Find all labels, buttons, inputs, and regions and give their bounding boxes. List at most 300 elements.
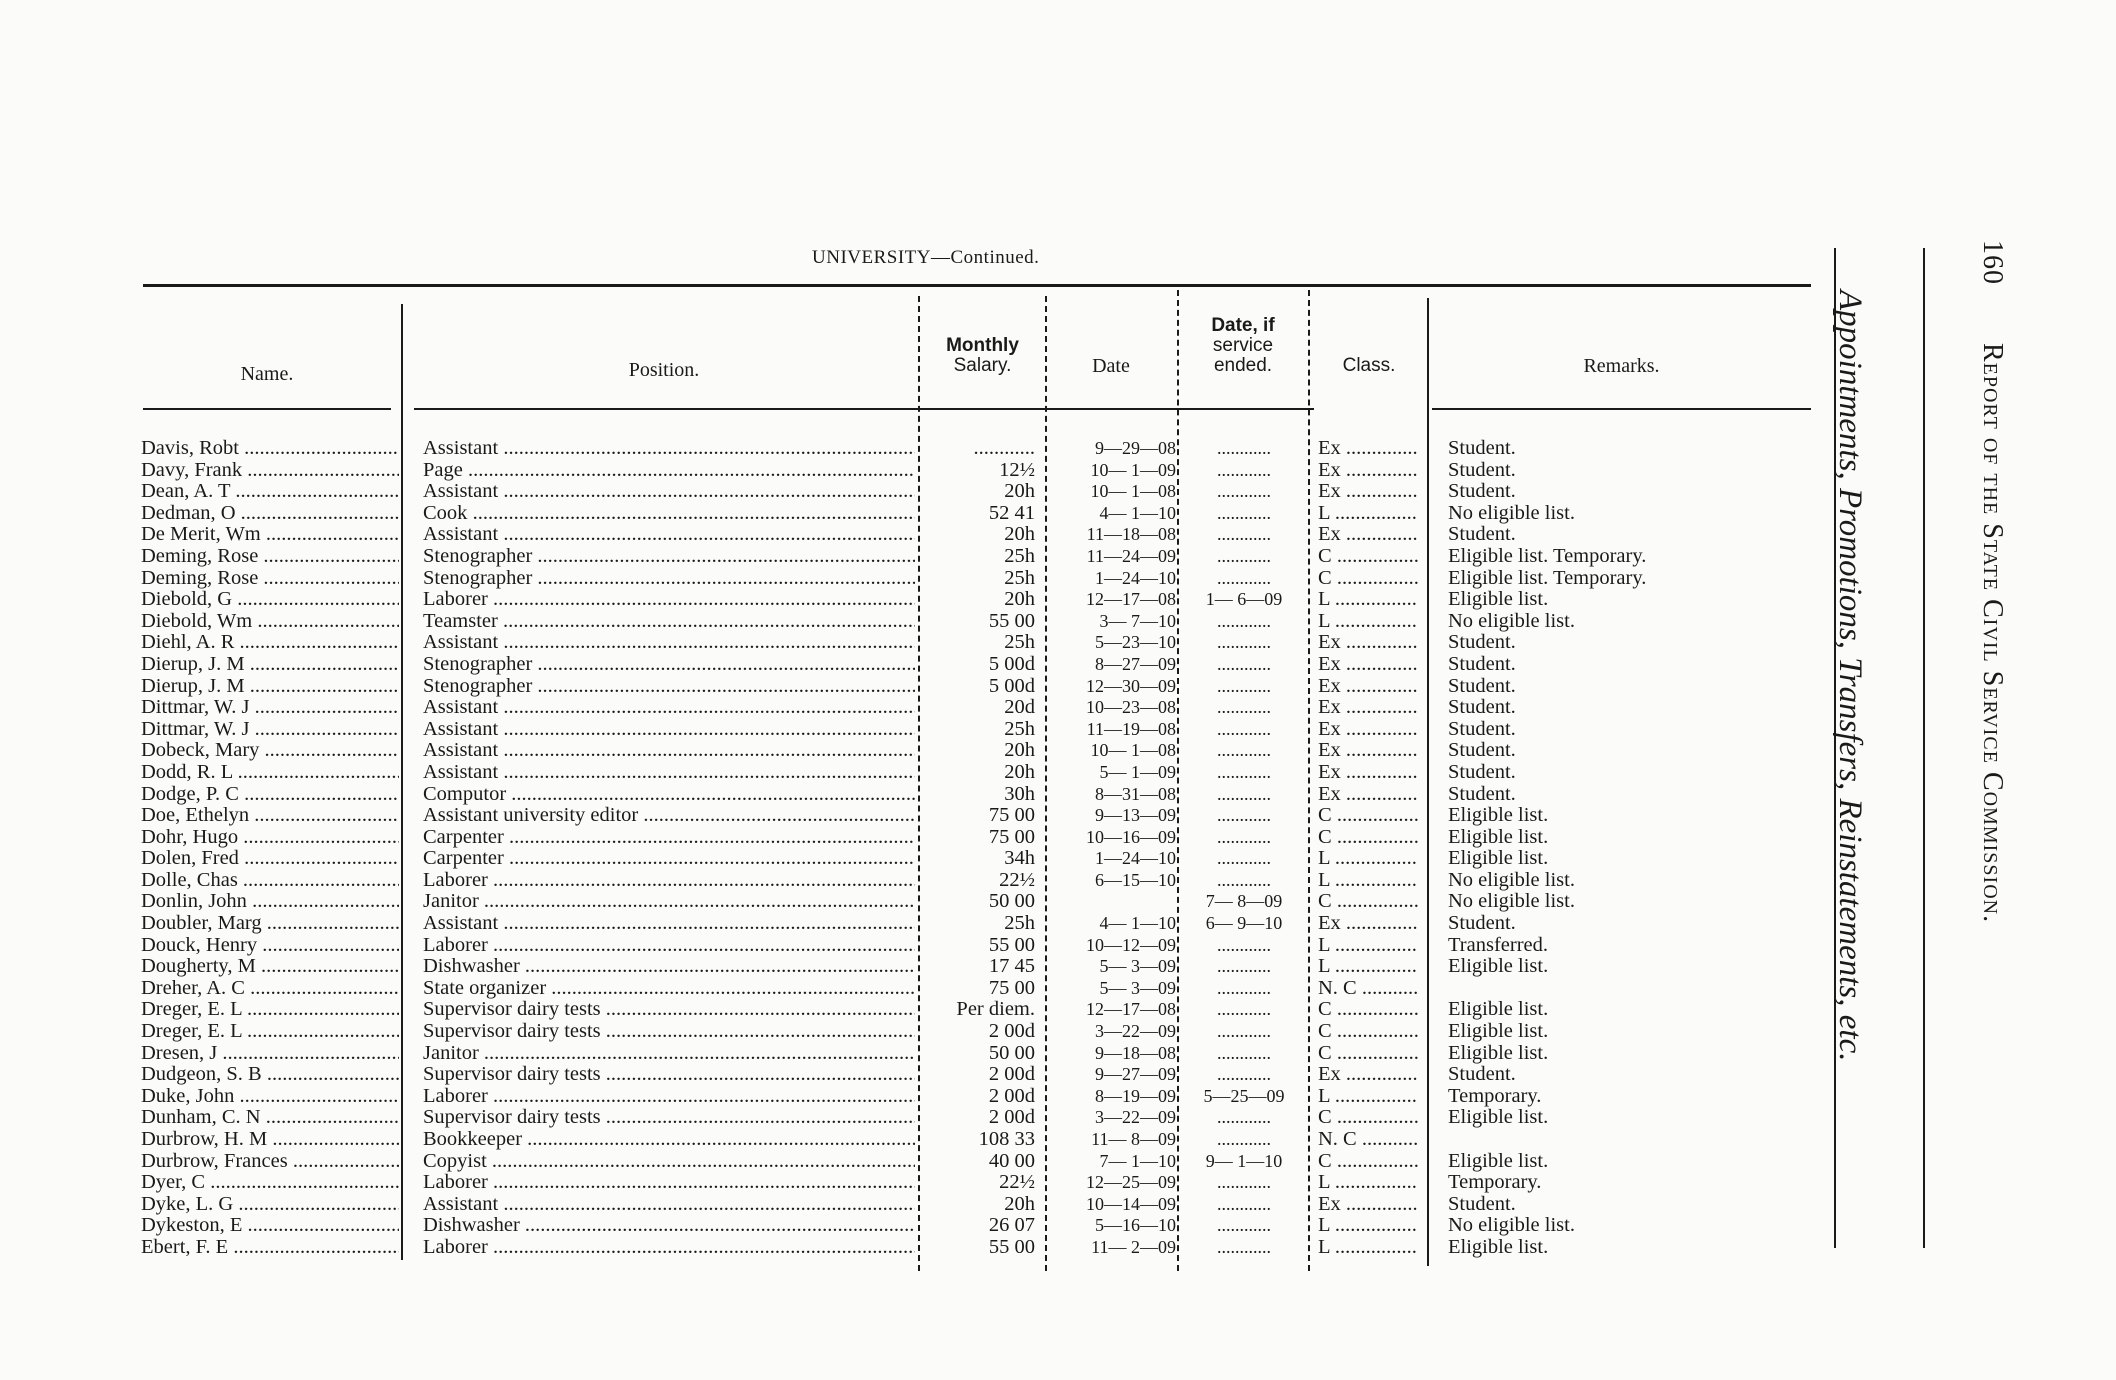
header-rule-remarks [1432, 408, 1811, 410]
cell-class: L ..... [1318, 503, 1418, 525]
cell-class: L ..... [1318, 935, 1418, 957]
cell-name: Dedman, O ..... [141, 503, 399, 525]
cell-class: Ex ..... [1318, 1064, 1418, 1086]
cell-position: Dishwasher ..... [423, 956, 915, 978]
cell-date: 11—18—08 [1086, 524, 1176, 545]
cell-date: 12—25—09 [1086, 1172, 1176, 1193]
table-row [0, 978, 1820, 1000]
cell-date: 10—23—08 [1086, 697, 1176, 718]
cell-class: N. C ..... [1318, 1129, 1418, 1151]
header-rule-name [143, 408, 391, 410]
cell-ended: ............ [1217, 1215, 1271, 1236]
cell-name: Dreher, A. C ..... [141, 978, 399, 1000]
cell-salary: 20h [1004, 1193, 1035, 1215]
cell-class: N. C ..... [1318, 978, 1418, 1000]
cell-remarks: Student. [1448, 524, 1516, 546]
cell-position: Carpenter ..... [423, 827, 915, 849]
cell-ended: ............ [1217, 524, 1271, 545]
header-remarks: Remarks. [1583, 355, 1660, 377]
cell-remarks: No eligible list. [1448, 869, 1575, 891]
header-position: Position. [628, 359, 700, 381]
cell-position: Assistant ..... [423, 524, 915, 546]
cell-class: L ..... [1318, 870, 1418, 892]
cell-class: L ..... [1318, 1237, 1418, 1259]
table-row [0, 740, 1820, 762]
cell-remarks: Student. [1448, 913, 1516, 935]
cell-date: 4— 1—10 [1099, 913, 1176, 934]
cell-position: State organizer ..... [423, 978, 915, 1000]
cell-name: Dodge, P. C ..... [141, 784, 399, 806]
table-row [0, 805, 1820, 827]
cell-remarks: Student. [1448, 783, 1516, 805]
cell-date: 3— 7—10 [1099, 610, 1176, 631]
header-ended-line3: ended. [1213, 355, 1273, 376]
cell-class: Ex ..... [1318, 481, 1418, 503]
cell-position: Computor ..... [423, 784, 915, 806]
cell-date: 7— 1—10 [1099, 1150, 1176, 1171]
cell-name: Deming, Rose ..... [141, 568, 399, 590]
cell-class: C ..... [1318, 1107, 1418, 1129]
cell-position: Supervisor dairy tests ..... [423, 1107, 915, 1129]
table-row [0, 891, 1820, 913]
cell-position: Stenographer ..... [423, 676, 915, 698]
cell-salary: 5 00d [988, 675, 1035, 697]
cell-position: Laborer ..... [423, 589, 915, 611]
table-row [0, 999, 1820, 1021]
cell-ended: ............ [1217, 805, 1271, 826]
cell-date: 9—27—09 [1095, 1064, 1176, 1085]
cell-name: Dreger, E. L ..... [141, 1021, 399, 1043]
cell-ended: ............ [1217, 438, 1271, 458]
table-row [0, 460, 1820, 482]
cell-position: Assistant ..... [423, 697, 915, 719]
cell-salary: 26 07 [988, 1215, 1035, 1237]
cell-ended: ............ [1217, 999, 1271, 1020]
table-row [0, 676, 1820, 698]
cell-ended: ............ [1217, 481, 1271, 502]
header-class: Class. [1342, 355, 1396, 376]
cell-remarks: Temporary. [1448, 1172, 1542, 1194]
header-name: Name. [240, 363, 294, 385]
cell-remarks: No eligible list. [1448, 610, 1575, 632]
cell-date: 1—24—10 [1095, 567, 1176, 588]
cell-name: Ebert, F. E ..... [141, 1237, 399, 1259]
cell-class: Ex ..... [1318, 438, 1418, 460]
cell-ended: ............ [1217, 610, 1271, 631]
cell-ended: ............ [1217, 1107, 1271, 1128]
cell-ended: ............ [1217, 869, 1271, 890]
cell-position: Assistant ..... [423, 632, 915, 654]
cell-position: Supervisor dairy tests ..... [423, 999, 915, 1021]
cell-class: Ex ..... [1318, 632, 1418, 654]
cell-remarks: Eligible list. [1448, 1107, 1549, 1129]
table-row [0, 1237, 1820, 1259]
cell-name: Durbrow, Frances ..... [141, 1151, 399, 1173]
table-row [0, 503, 1820, 525]
cell-ended: ............ [1217, 1193, 1271, 1214]
cell-salary: 75 00 [988, 826, 1035, 848]
header-salary [925, 336, 1040, 376]
cell-remarks: Eligible list. [1448, 1021, 1549, 1043]
cell-salary: 25h [1004, 567, 1035, 589]
cell-ended: ............ [1217, 848, 1271, 869]
cell-date: 10— 1—08 [1090, 740, 1176, 761]
cell-name: Douck, Henry ..... [141, 935, 399, 957]
cell-salary: Per diem. [956, 999, 1035, 1021]
cell-ended: ............ [1217, 1129, 1271, 1149]
table-row [0, 827, 1820, 849]
table-row [0, 1043, 1820, 1065]
cell-name: Dolen, Fred ..... [141, 848, 399, 870]
cell-date: 5—16—10 [1095, 1215, 1176, 1236]
cell-date: 10— 1—09 [1090, 459, 1176, 480]
cell-class: L ..... [1318, 848, 1418, 870]
table-row [0, 1172, 1820, 1194]
table-row [0, 611, 1820, 633]
cell-salary: 55 00 [988, 610, 1035, 632]
cell-salary: 55 00 [988, 1236, 1035, 1258]
cell-position: Dishwasher ..... [423, 1215, 915, 1237]
cell-salary: 2 00d [988, 1064, 1035, 1086]
cell-salary: 22½ [999, 869, 1035, 891]
cell-position: Laborer ..... [423, 935, 915, 957]
cell-name: Durbrow, H. M ..... [141, 1129, 399, 1151]
cell-class: C ..... [1318, 1021, 1418, 1043]
table-row [0, 632, 1820, 654]
cell-ended: ............ [1217, 1236, 1271, 1257]
cell-position: Supervisor dairy tests ..... [423, 1064, 915, 1086]
cell-ended: ............ [1217, 459, 1271, 480]
table-row [0, 719, 1820, 741]
cell-class: Ex ..... [1318, 524, 1418, 546]
cell-position: Assistant ..... [423, 481, 915, 503]
cell-name: Donlin, John ..... [141, 891, 399, 913]
cell-date: 11—19—08 [1086, 718, 1176, 739]
cell-salary: 2 00d [988, 1107, 1035, 1129]
cell-ended: ............ [1217, 545, 1271, 566]
cell-salary: ............ [973, 438, 1035, 459]
cell-remarks: No eligible list. [1448, 1215, 1575, 1237]
cell-ended: 6— 9—10 [1205, 913, 1283, 934]
cell-position: Janitor ..... [423, 1043, 915, 1065]
cell-remarks: Eligible list. [1448, 1150, 1549, 1172]
table-row [0, 1151, 1820, 1173]
cell-salary: 20d [1004, 697, 1035, 719]
cell-salary: 40 00 [988, 1150, 1035, 1172]
cell-date: 3—22—09 [1095, 1021, 1176, 1042]
cell-salary: 2 00d [988, 1021, 1035, 1043]
cell-remarks: Student. [1448, 1064, 1516, 1086]
cell-name: Dyer, C ..... [141, 1172, 399, 1194]
cell-class: L ..... [1318, 1215, 1418, 1237]
cell-remarks: Eligible list. Temporary. [1448, 545, 1647, 567]
cell-position: Assistant ..... [423, 913, 915, 935]
cell-salary: 17 45 [988, 956, 1035, 978]
cell-position: Teamster ..... [423, 611, 915, 633]
cell-position: Laborer ..... [423, 1237, 915, 1259]
cell-date: 5— 3—09 [1099, 956, 1176, 977]
cell-salary: 5 00d [988, 653, 1035, 675]
cell-ended: ............ [1217, 653, 1271, 674]
cell-name: Duke, John ..... [141, 1086, 399, 1108]
cell-ended: ............ [1217, 783, 1271, 804]
table-row [0, 935, 1820, 957]
cell-date: 8—19—09 [1095, 1085, 1176, 1106]
cell-date: 1—24—10 [1095, 848, 1176, 869]
cell-ended: ............ [1217, 1064, 1271, 1085]
cell-salary: 108 33 [978, 1129, 1035, 1150]
cell-remarks: Eligible list. [1448, 956, 1549, 978]
cell-salary: 30h [1004, 783, 1035, 805]
cell-name: Dierup, J. M ..... [141, 654, 399, 676]
table-row [0, 546, 1820, 568]
cell-date: 5— 3—09 [1099, 977, 1176, 998]
cell-ended: 1— 6—09 [1205, 589, 1283, 610]
cell-position: Assistant ..... [423, 719, 915, 741]
table-row [0, 848, 1820, 870]
cell-remarks: Eligible list. Temporary. [1448, 567, 1647, 589]
cell-ended: ............ [1217, 826, 1271, 847]
cell-name: Dierup, J. M ..... [141, 676, 399, 698]
cell-ended: ............ [1217, 697, 1271, 718]
cell-position: Stenographer ..... [423, 654, 915, 676]
cell-remarks: Student. [1448, 675, 1516, 697]
table-row [0, 568, 1820, 590]
page-number: 160 [1977, 240, 2008, 285]
cell-position: Janitor ..... [423, 891, 915, 913]
cell-remarks: Student. [1448, 740, 1516, 762]
cell-class: L ..... [1318, 611, 1418, 633]
cell-name: Dunham, C. N ..... [141, 1107, 399, 1129]
cell-remarks: Student. [1448, 761, 1516, 783]
cell-date: 3—22—09 [1095, 1107, 1176, 1128]
cell-name: Dean, A. T ..... [141, 481, 399, 503]
cell-name: Dougherty, M ..... [141, 956, 399, 978]
cell-remarks: No eligible list. [1448, 502, 1575, 524]
cell-date: 8—27—09 [1095, 653, 1176, 674]
cell-ended: ............ [1217, 956, 1271, 977]
cell-remarks: Transferred. [1448, 934, 1549, 956]
cell-name: Doubler, Marg ..... [141, 913, 399, 935]
cell-ended: ............ [1217, 567, 1271, 588]
cell-salary: 75 00 [988, 805, 1035, 827]
cell-class: Ex ..... [1318, 913, 1418, 935]
cell-date: 5— 1—09 [1099, 761, 1176, 782]
cell-remarks: Eligible list. [1448, 826, 1549, 848]
cell-name: Dodd, R. L ..... [141, 762, 399, 784]
table-row [0, 762, 1820, 784]
table-row [0, 913, 1820, 935]
cell-date: 11—24—09 [1086, 545, 1176, 566]
table-row [0, 1086, 1820, 1108]
cell-position: Stenographer ..... [423, 546, 915, 568]
cell-date: 10— 1—08 [1090, 481, 1176, 502]
table-row [0, 1129, 1820, 1151]
top-rule [143, 284, 1811, 287]
cell-remarks: Eligible list. [1448, 1042, 1549, 1064]
cell-ended: ............ [1217, 740, 1271, 761]
table-row [0, 654, 1820, 676]
cell-name: De Merit, Wm ..... [141, 524, 399, 546]
cell-remarks: Student. [1448, 1193, 1516, 1215]
cell-salary: 25h [1004, 632, 1035, 654]
cell-date: 5—23—10 [1095, 632, 1176, 653]
cell-name: Diehl, A. R ..... [141, 632, 399, 654]
cell-class: C ..... [1318, 1043, 1418, 1065]
cell-name: Dittmar, W. J ..... [141, 719, 399, 741]
cell-remarks: Student. [1448, 481, 1516, 503]
cell-class: Ex ..... [1318, 762, 1418, 784]
table-row [0, 956, 1820, 978]
cell-date: 4— 1—10 [1099, 502, 1176, 523]
cell-position: Supervisor dairy tests ..... [423, 1021, 915, 1043]
cell-date: 8—31—08 [1095, 783, 1176, 804]
table-row [0, 1064, 1820, 1086]
running-header [1976, 240, 2008, 923]
cell-remarks: Eligible list. [1448, 1236, 1549, 1258]
cell-position: Laborer ..... [423, 1086, 915, 1108]
cell-date: 9—29—08 [1095, 438, 1176, 458]
cell-salary: 2 00d [988, 1085, 1035, 1107]
cell-ended: ............ [1217, 675, 1271, 696]
cell-ended: ............ [1217, 1021, 1271, 1042]
cell-name: Diebold, G ..... [141, 589, 399, 611]
table-body [0, 438, 1820, 1259]
cell-position: Cook ..... [423, 503, 915, 525]
table-row [0, 1021, 1820, 1043]
side-rule [1923, 248, 1925, 1248]
cell-remarks: Eligible list. [1448, 805, 1549, 827]
cell-ended: ............ [1217, 502, 1271, 523]
cell-date: 12—30—09 [1086, 675, 1176, 696]
cell-remarks: Temporary. [1448, 1085, 1542, 1107]
table-row [0, 784, 1820, 806]
cell-position: Assistant ..... [423, 740, 915, 762]
cell-salary: 25h [1004, 545, 1035, 567]
cell-salary: 25h [1004, 913, 1035, 935]
cell-class: Ex ..... [1318, 740, 1418, 762]
table-row [0, 524, 1820, 546]
cell-ended: ............ [1217, 761, 1271, 782]
cell-date: 12—17—08 [1086, 589, 1176, 610]
cell-name: Diebold, Wm ..... [141, 611, 399, 633]
cell-position: Stenographer ..... [423, 568, 915, 590]
cell-class: L ..... [1318, 589, 1418, 611]
table-row [0, 1107, 1820, 1129]
table-row [0, 1194, 1820, 1216]
cell-name: Dudgeon, S. B ..... [141, 1064, 399, 1086]
cell-position: Carpenter ..... [423, 848, 915, 870]
cell-position: Page ..... [423, 460, 915, 482]
cell-salary: 20h [1004, 761, 1035, 783]
cell-ended: ............ [1217, 977, 1271, 998]
cell-position: Assistant university editor ..... [423, 805, 915, 827]
cell-name: Davis, Robt ..... [141, 438, 399, 460]
cell-name: Dykeston, E ..... [141, 1215, 399, 1237]
table-title: UNIVERSITY—Continued. [812, 247, 1040, 268]
cell-salary: 75 00 [988, 977, 1035, 999]
cell-ended: ............ [1217, 934, 1271, 955]
table-row [0, 481, 1820, 503]
cell-date: 11— 8—09 [1091, 1129, 1176, 1149]
cell-salary: 22½ [999, 1172, 1035, 1194]
header-salary-line1: Monthly [946, 335, 1019, 356]
cell-name: Dreger, E. L ..... [141, 999, 399, 1021]
cell-date: 10—14—09 [1086, 1193, 1176, 1214]
cell-salary: 20h [1004, 524, 1035, 546]
header-ended-line2: service [1212, 335, 1274, 356]
cell-remarks: Eligible list. [1448, 999, 1549, 1021]
cell-remarks: Student. [1448, 697, 1516, 719]
cell-date: 12—17—08 [1086, 999, 1176, 1020]
cell-ended: ............ [1217, 718, 1271, 739]
cell-class: C ..... [1318, 568, 1418, 590]
cell-remarks: Eligible list. [1448, 589, 1549, 611]
table-row [0, 697, 1820, 719]
cell-ended: ............ [1217, 1042, 1271, 1063]
cell-name: Dolle, Chas ..... [141, 870, 399, 892]
header-salary-line2: Salary. [953, 355, 1012, 376]
cell-remarks: Eligible list. [1448, 848, 1549, 870]
table-row [0, 589, 1820, 611]
cell-position: Laborer ..... [423, 870, 915, 892]
cell-remarks: No eligible list. [1448, 891, 1575, 913]
running-title: Report of the State Civil Service Commission. [1977, 343, 2008, 924]
cell-date: 6—15—10 [1095, 869, 1176, 890]
cell-name: Davy, Frank ..... [141, 460, 399, 482]
cell-class: Ex ..... [1318, 460, 1418, 482]
cell-salary: 55 00 [988, 934, 1035, 956]
cell-position: Assistant ..... [423, 1194, 915, 1216]
cell-position: Copyist ..... [423, 1151, 915, 1173]
cell-class: C ..... [1318, 891, 1418, 913]
cell-position: Bookkeeper ..... [423, 1129, 915, 1151]
cell-date: 9—18—08 [1095, 1042, 1176, 1063]
cell-class: C ..... [1318, 1151, 1418, 1173]
cell-name: Dobeck, Mary ..... [141, 740, 399, 762]
cell-ended: 9— 1—10 [1205, 1150, 1283, 1171]
cell-salary: 12½ [999, 459, 1035, 481]
cell-remarks: Student. [1448, 718, 1516, 740]
header-ended-line1: Date, if [1211, 315, 1275, 336]
cell-class: L ..... [1318, 1086, 1418, 1108]
cell-position: Assistant ..... [423, 762, 915, 784]
cell-date: 9—13—09 [1095, 805, 1176, 826]
cell-salary: 52 41 [988, 502, 1035, 524]
cell-name: Dohr, Hugo ..... [141, 827, 399, 849]
cell-salary: 20h [1004, 481, 1035, 503]
cell-position: Laborer ..... [423, 1172, 915, 1194]
cell-remarks: Student. [1448, 438, 1516, 459]
header-rule-rest [414, 408, 1314, 410]
cell-salary: 20h [1004, 589, 1035, 611]
cell-remarks: Student. [1448, 459, 1516, 481]
table-row [0, 870, 1820, 892]
cell-salary: 25h [1004, 718, 1035, 740]
cell-class: Ex ..... [1318, 676, 1418, 698]
cell-salary: 50 00 [988, 1042, 1035, 1064]
cell-salary: 20h [1004, 740, 1035, 762]
cell-name: Deming, Rose ..... [141, 546, 399, 568]
cell-remarks: Student. [1448, 632, 1516, 654]
cell-ended: 7— 8—09 [1205, 891, 1283, 912]
cell-position: Assistant ..... [423, 438, 915, 460]
cell-name: Dyke, L. G ..... [141, 1194, 399, 1216]
header-ended [1180, 316, 1306, 376]
table-row [0, 438, 1820, 460]
cell-class: Ex ..... [1318, 654, 1418, 676]
cell-ended: ............ [1217, 1172, 1271, 1193]
